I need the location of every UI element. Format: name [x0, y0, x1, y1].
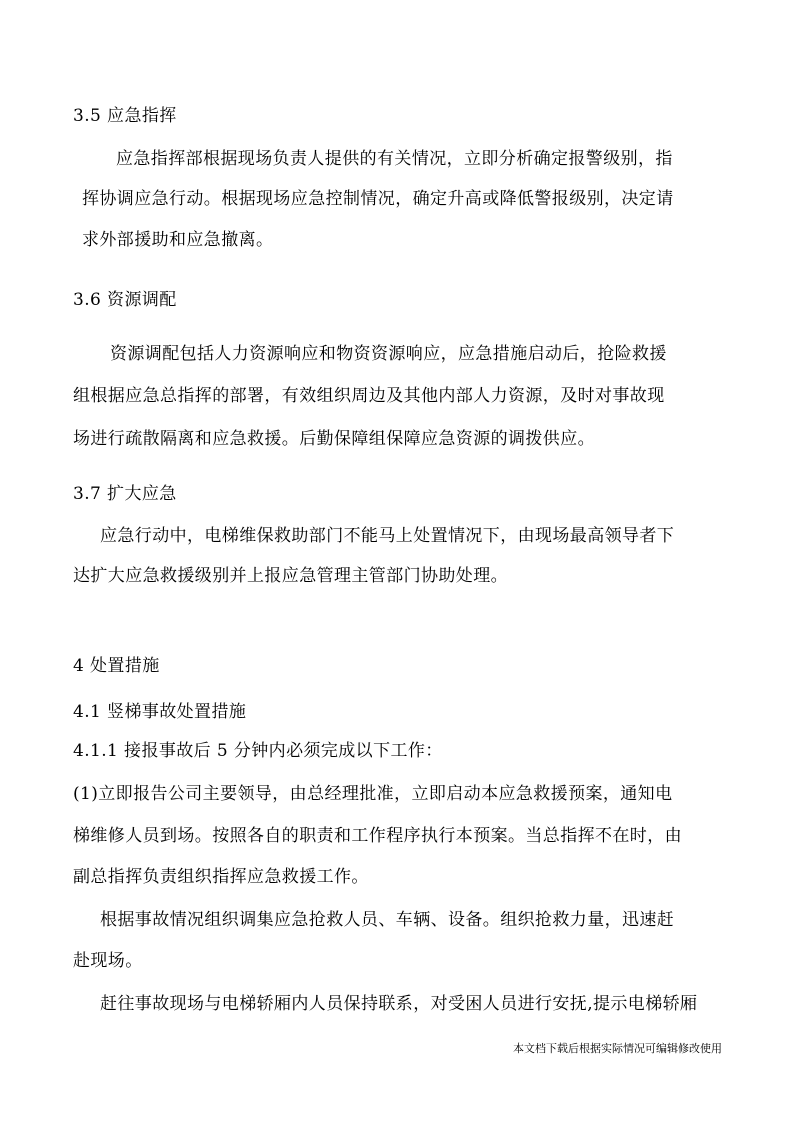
page-footer: 本文档下载后根据实际情况可编辑修改使用	[513, 1042, 722, 1055]
paragraph-line: 应急指挥部根据现场负责人提供的有关情况，立即分析确定报警级别，指	[116, 149, 673, 169]
paragraph-line: 组根据应急总指挥的部署，有效组织周边及其他内部人力资源，及时对事故现	[73, 386, 665, 406]
heading-4-1: 4.1 竖梯事故处置措施	[73, 702, 247, 722]
paragraph-line: 梯维修人员到场。按照各自的职责和工作程序执行本预案。当总指挥不在时，由	[73, 826, 682, 846]
paragraph-line: 资源调配包括人力资源响应和物资资源响应，应急措施启动后，抢险救援	[110, 344, 667, 364]
paragraph-line: 挥协调应急行动。根据现场应急控制情况，确定升高或降低警报级别，决定请	[82, 189, 674, 209]
heading-3-5: 3.5 应急指挥	[73, 106, 177, 126]
heading-3-6: 3.6 资源调配	[73, 290, 177, 310]
paragraph-line: (1)立即报告公司主要领导，由总经理批准，立即启动本应急救援预案，通知电	[73, 784, 673, 804]
paragraph-line: 副总指挥负责组织指挥应急救援工作。	[73, 867, 369, 887]
paragraph-line: 场进行疏散隔离和应急救援。后勤保障组保障应急资源的调拨供应。	[73, 429, 595, 449]
paragraph-line: 求外部援助和应急撤离。	[82, 230, 274, 250]
heading-4: 4 处置措施	[73, 656, 160, 676]
paragraph-line: 赴现场。	[73, 951, 143, 971]
heading-4-1-1: 4.1.1 接报事故后 5 分钟内必须完成以下工作：	[73, 741, 443, 761]
paragraph-line: 应急行动中，电梯维保救助部门不能马上处置情况下，由现场最高领导者下	[100, 526, 675, 546]
heading-3-7: 3.7 扩大应急	[73, 484, 177, 504]
paragraph-line: 根据事故情况组织调集应急抢救人员、车辆、设备。组织抢救力量，迅速赶	[100, 910, 675, 930]
paragraph-line: 达扩大应急救援级别并上报应急管理主管部门协助处理。	[73, 566, 508, 586]
paragraph-line: 赶往事故现场与电梯轿厢内人员保持联系，对受困人员进行安抚,提示电梯轿厢	[100, 994, 698, 1014]
